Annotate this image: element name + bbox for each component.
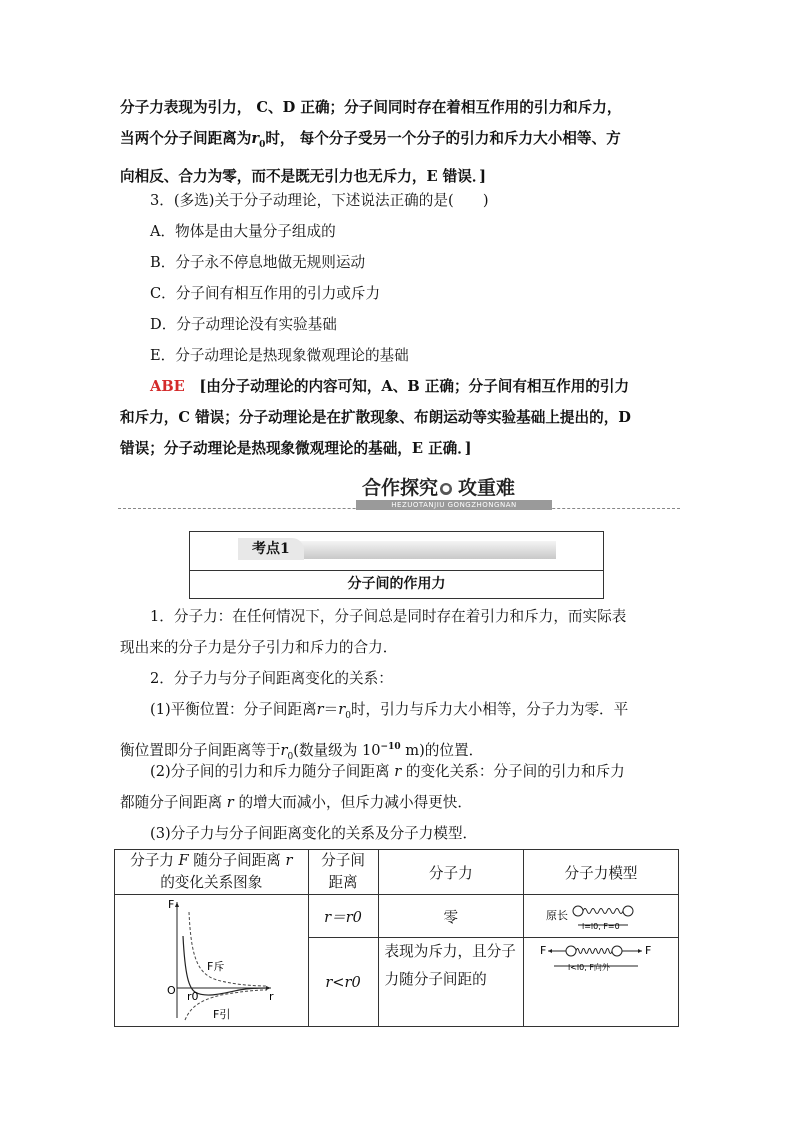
svg-text:F: F bbox=[168, 898, 175, 911]
option-d: D．分子动理论没有实验基础 bbox=[150, 316, 337, 333]
topic-tab: 考点1 bbox=[238, 538, 304, 560]
force-distance-graph bbox=[121, 896, 301, 1021]
header-model: 分子力模型 bbox=[524, 850, 679, 895]
topic-title: 分子间的作用力 bbox=[347, 576, 446, 592]
body-p1: 1．分子力：在任何情况下，分子间总是同时存在着引力和斥力，而实际表 现出来的分子力是分子引力和斥力的合力． bbox=[120, 608, 627, 656]
graph-cell bbox=[115, 895, 309, 1027]
top-line-1: 分子力表现为引力， C、D 正确；分子间同时存在着相互作用的引力和斥力， bbox=[120, 99, 622, 116]
row2-distance: r<r0 bbox=[308, 938, 378, 1027]
spring-model-equilibrium bbox=[526, 895, 676, 933]
svg-text:l=l0, F=0: l=l0, F=0 bbox=[582, 922, 620, 931]
row2-force: 表现为斥力，且分子力随分子间距的 bbox=[378, 938, 524, 1027]
svg-text:原长: 原长 bbox=[546, 909, 569, 922]
answer-explanation: ABE [由分子动理论的内容可知，A、B 正确；分子间有相互作用的引力 和斥力，C 错误；分子动理论是在扩散现象、布朗运动等实验基础上提出的，D 错误；分子动理论是热现象微观理论的基础，E 正确．] bbox=[120, 378, 631, 457]
section-banner bbox=[356, 476, 552, 510]
banner-title-right: 攻重难 bbox=[458, 477, 516, 499]
row1-distance: r＝r0 bbox=[308, 895, 378, 938]
svg-text:O: O bbox=[167, 984, 176, 997]
topic-box bbox=[189, 531, 604, 599]
banner-title-left: 合作探究 bbox=[362, 477, 439, 499]
answer-key: ABE bbox=[150, 378, 185, 395]
top-line-3: 向相反、合力为零，而不是既无引力也无斥力，E 错误．] bbox=[120, 167, 487, 185]
body-p2: 2．分子力与分子间距离变化的关系： bbox=[150, 670, 393, 687]
top-line-2: 当两个分子间距离为$r_0$时， 每个分子受另一个分子的引力和斥力大小相等、方 bbox=[120, 130, 621, 150]
svg-text:r0: r0 bbox=[187, 990, 199, 1003]
banner-bullet-icon: ● bbox=[440, 483, 452, 495]
row1-model bbox=[524, 895, 679, 938]
body-p4: (2)分子间的引力和斥力随分子间距离 r 的变化关系：分子间的引力和斥力 都随分子间距离 r 的增大而减小，但斥力减小得更快． bbox=[120, 763, 625, 811]
svg-text:F引: F引 bbox=[213, 1008, 231, 1021]
option-c: C．分子间有相互作用的引力或斥力 bbox=[150, 285, 381, 302]
row2-model bbox=[524, 938, 679, 1027]
header-distance: 分子间 距离 bbox=[308, 850, 378, 895]
row1-force: 零 bbox=[378, 895, 524, 938]
question-stem: 3．(多选)关于分子动理论，下述说法正确的是( ) bbox=[150, 192, 489, 209]
svg-text:l<l0, F向外: l<l0, F向外 bbox=[568, 963, 610, 972]
option-e: E．分子动理论是热现象微观理论的基础 bbox=[150, 347, 409, 364]
svg-text:F斥: F斥 bbox=[207, 960, 225, 973]
svg-text:F: F bbox=[645, 944, 652, 957]
svg-text:r: r bbox=[269, 990, 274, 1003]
body-p5: (3)分子力与分子间距离变化的关系及分子力模型． bbox=[150, 825, 478, 842]
header-force: 分子力 bbox=[378, 850, 524, 895]
force-table bbox=[114, 849, 679, 1027]
option-b: B．分子永不停息地做无规则运动 bbox=[150, 254, 366, 271]
option-a: A．物体是由大量分子组成的 bbox=[150, 223, 336, 240]
top-paragraph bbox=[120, 92, 675, 192]
banner-pinyin: HEZUOTANJIU GONGZHONGNAN bbox=[356, 500, 552, 510]
body-p3: (1)平衡位置：分子间距离$r=r_0$时，引力与斥力大小相等，分子力为零．平 衡位置即分子间距离等于$r_0$(数量级为 $10^{-10}$ m)的位置． bbox=[120, 701, 629, 762]
spring-model-compressed bbox=[526, 938, 676, 993]
header-graph: 分子力 F 随分子间距离 r 的变化关系图象 bbox=[115, 850, 309, 895]
svg-text:F: F bbox=[540, 944, 547, 957]
